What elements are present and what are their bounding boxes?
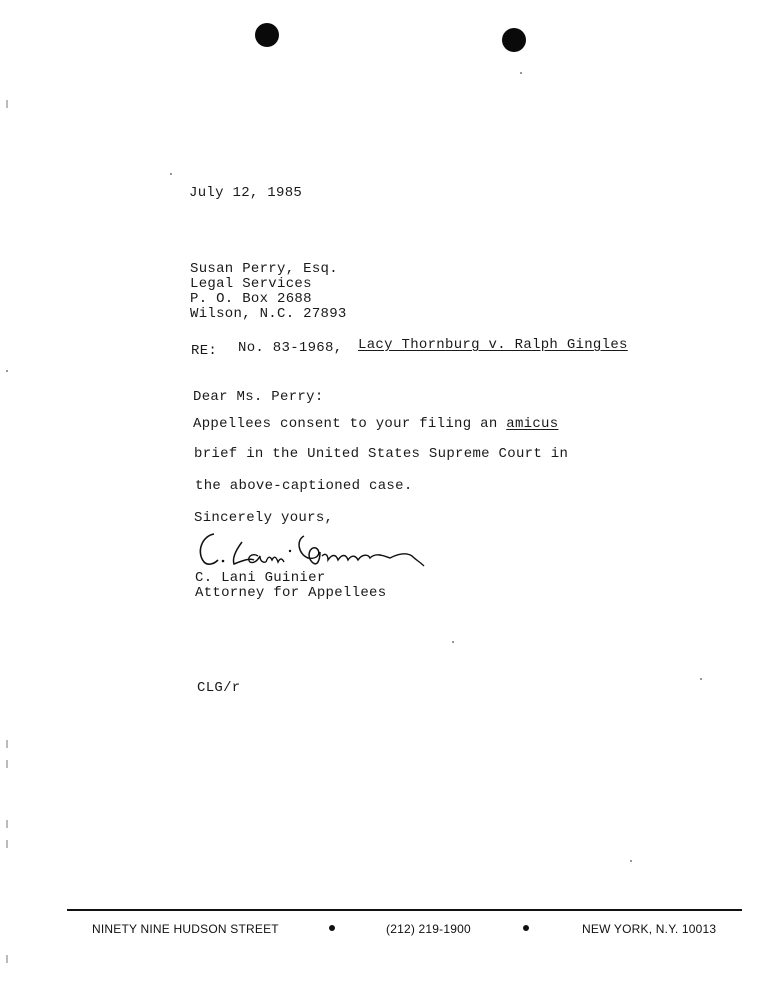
scan-speck: [452, 641, 454, 643]
footer-phone: (212) 219-1900: [386, 922, 471, 936]
scan-edge-mark: [6, 820, 8, 828]
handwritten-signature: [192, 522, 432, 572]
re-label: RE:: [191, 343, 218, 359]
punch-hole-right: [502, 28, 526, 52]
recipient-po-box: P. O. Box 2688: [190, 291, 312, 307]
scan-edge-mark: [6, 840, 8, 848]
signer-name: C. Lani Guinier: [195, 570, 326, 586]
letter-date: July 12, 1985: [189, 185, 303, 201]
scan-edge-mark: [6, 740, 8, 748]
footer-bullet: [329, 925, 335, 931]
amicus-term: amicus: [506, 416, 559, 432]
scan-edge-mark: [6, 100, 8, 108]
re-case-name: Lacy Thornburg v. Ralph Gingles: [358, 337, 628, 353]
scan-speck: [170, 173, 172, 175]
re-case-number: No. 83-1968,: [238, 340, 343, 356]
scan-speck: [630, 860, 632, 862]
punch-hole-left: [255, 23, 279, 47]
footer-city: NEW YORK, N.Y. 10013: [582, 922, 717, 936]
footer-rule: [67, 909, 742, 911]
salutation: Dear Ms. Perry:: [193, 389, 324, 405]
body-line-2: brief in the United States Supreme Court in: [194, 446, 569, 462]
body-line-1: [193, 416, 558, 432]
scan-edge-mark: [6, 760, 8, 768]
footer-address: NINETY NINE HUDSON STREET: [92, 922, 279, 936]
scan-speck: [520, 72, 522, 74]
signer-title: Attorney for Appellees: [195, 585, 387, 601]
scan-edge-mark: [6, 955, 8, 963]
recipient-name: Susan Perry, Esq.: [190, 261, 338, 277]
recipient-city-state-zip: Wilson, N.C. 27893: [190, 306, 347, 322]
scan-speck: [700, 678, 702, 680]
typist-initials: CLG/r: [197, 680, 241, 696]
footer-bullet: [523, 925, 529, 931]
scan-speck: [6, 370, 8, 372]
body-line-3: the above-captioned case.: [195, 478, 413, 494]
body-line-1-text: Appellees consent to your filing an: [193, 416, 507, 432]
closing: Sincerely yours,: [194, 510, 334, 526]
recipient-organization: Legal Services: [190, 276, 312, 292]
